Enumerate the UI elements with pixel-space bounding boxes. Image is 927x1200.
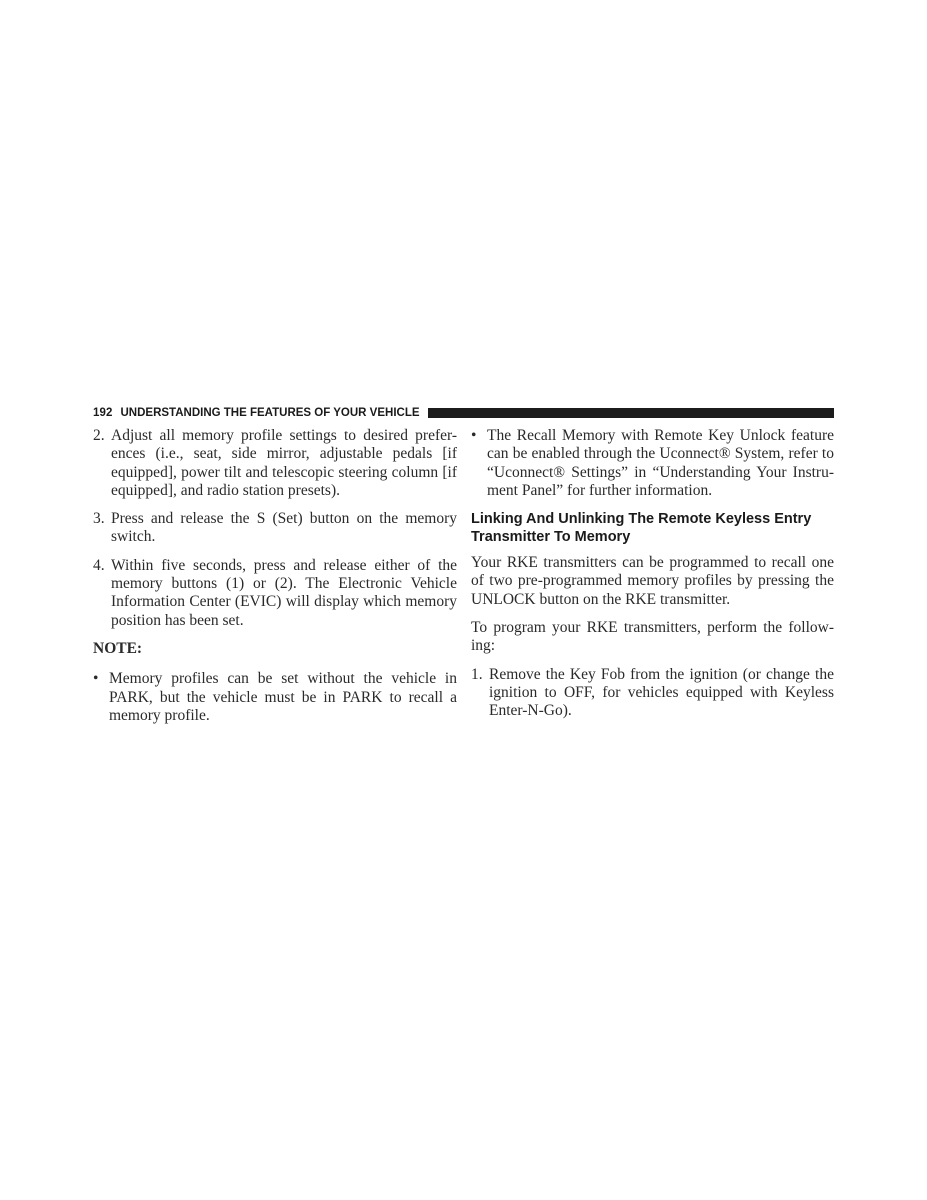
step-text: Remove the Key Fob from the ignition (or change the ignition to OFF, for vehicles equipped with Keyless Enter-N-Go). <box>489 665 834 720</box>
step-marker: 4. <box>93 556 105 574</box>
note-bullet <box>93 670 457 725</box>
left-column <box>93 427 457 735</box>
step-marker: 2. <box>93 427 105 444</box>
bullet-marker: • <box>93 670 99 688</box>
section-heading: Linking And Unlinking The Remote Keyless Entry Transmitter To Memory <box>471 511 812 546</box>
paragraph: To program your RKE transmitters, perform the follow-ing: <box>471 619 834 655</box>
step-text: Within five seconds, press and release either of the memory buttons (1) or (2). The Electronic Vehicle Information Center (EVIC) will display which memory position has been set. <box>111 556 457 629</box>
step-4 <box>93 557 457 630</box>
page-number: 192 <box>93 407 113 419</box>
page-header <box>93 405 834 421</box>
paragraph: Your RKE transmitters can be programmed to recall one of two pre-programmed memory profiles by pressing the UNLOCK button on the RKE transmitter. <box>471 554 834 608</box>
step-1 <box>471 666 834 721</box>
note-bullet <box>471 427 834 500</box>
step-marker: 3. <box>93 510 105 528</box>
section-title: UNDERSTANDING THE FEATURES OF YOUR VEHICLE <box>120 407 420 419</box>
step-text: Adjust all memory profile settings to desired prefer-ences (i.e., seat, side mirror, adjustable pedals [if equipped], power tilt and telescopic steering column [if equipped], and radio station presets). <box>111 427 457 499</box>
header-rule <box>428 408 834 418</box>
bullet-text: Memory profiles can be set without the vehicle in PARK, but the vehicle must be in PARK to recall a memory profile. <box>109 670 457 724</box>
step-text: Press and release the S (Set) button on the memory switch. <box>111 510 457 546</box>
step-2 <box>93 427 457 500</box>
step-marker: 1. <box>471 665 483 683</box>
step-3 <box>93 510 457 547</box>
right-column <box>471 427 834 731</box>
bullet-marker: • <box>471 427 477 444</box>
note-label: NOTE: <box>93 639 143 657</box>
bullet-text: The Recall Memory with Remote Key Unlock feature can be enabled through the Uconnect® System, refer to “Uconnect® Settings” in “Understanding Your Instru-ment Panel” for further information. <box>487 427 834 499</box>
